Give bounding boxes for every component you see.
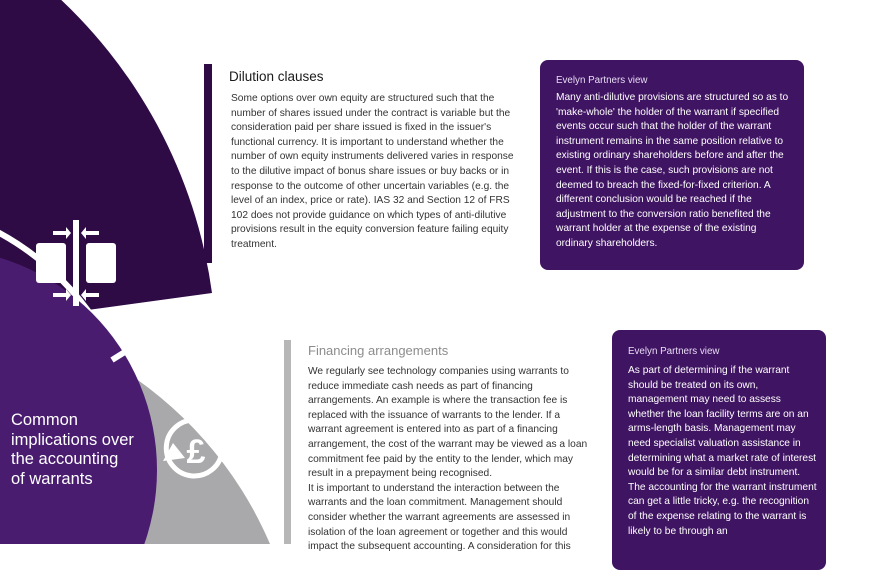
financing-body-paragraph-2: It is important to understand the interaction between the warrants and the loan commitment. Management should consider whether the warrant agreements are assessed in isolation of the loan agreement or together and this would impact the subsequent accounting. A consideration for this	[308, 482, 571, 553]
dilution-heading: Dilution clauses	[229, 69, 324, 84]
evelyn-view-1-title: Evelyn Partners view	[556, 75, 648, 86]
financing-accent-bar	[284, 340, 291, 544]
financing-body	[308, 365, 593, 555]
evelyn-view-2-paragraph-1: As part of determining if the warrant should be treated on its own, management may need to assess whether the loan facility terms are on an arms-length basis. Management may need specialist valuation assistance in determining what a market rate of interest would be for a similar debt instrument.	[628, 365, 816, 479]
evelyn-view-2-paragraph-2: The accounting for the warrant instrument can get a little tricky, e.g. the recognition of the expense relating to the warrant is likely to be through an	[628, 481, 817, 537]
dilution-body: Some options over own equity are structured such that the number of shares issued under the contract is variable but the consideration paid per share issued is fixed in the issuer's functional currency. It is important to understand whether the number of own equity instruments delivered varies in response to the dilutive impact of bonus share issues or buy backs or in response to the outcome of other uncertain variables (e.g. the level of an index, price or rate). IAS 32 and Section 12 of FRS 102 does not provide guidance on which types of anti-dilutive provisions result in the equity conversion feature failing equity treatment.	[231, 93, 514, 250]
svg-text:£: £	[186, 433, 206, 471]
wheel-title: Common implications over the accounting of warrants	[11, 411, 134, 488]
dilution-accent-bar	[204, 64, 212, 263]
financing-heading: Financing arrangements	[308, 343, 449, 358]
evelyn-view-1-body: Many anti-dilutive provisions are structured so as to 'make-whole' the holder of the warrant if specified events occur such that the holder of the warrant instrument remains in the same position relative to existing ordinary shareholders before and after the event. If this is the case, such provisions are not deemed to breach the fixed-for-fixed criterion. A different conclusion would be reached if the adjustment to the conversion ratio benefited the warrant holder at the expense of the existing ordinary shareholders.	[556, 92, 789, 249]
evelyn-view-2-body	[628, 364, 818, 539]
evelyn-view-2-title: Evelyn Partners view	[628, 346, 720, 357]
financing-body-paragraph-1: We regularly see technology companies using warrants to reduce immediate cash needs as part of financing arrangements. An example is where the transaction fee is replaced with the issuance of warrants to the lender. If a warrant agreement is entered into as part of a financing arrangement, the cost of the warrant may be viewed as a loan commitment fee paid by the entity to the lender, which may result in a prepayment being recognised.	[308, 366, 588, 480]
